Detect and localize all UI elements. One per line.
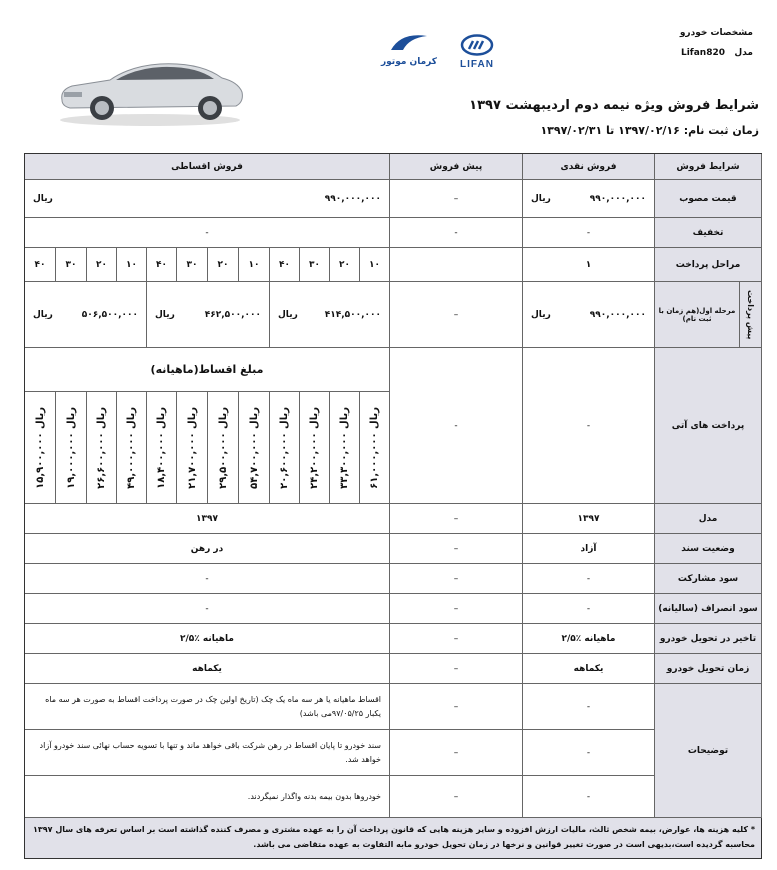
monthly-amount: ۵۴,۷۰۰,۰۰۰ ریال bbox=[239, 392, 270, 504]
stage-percent: ۲۰ bbox=[330, 248, 360, 282]
registration-time: زمان ثبت نام: ۱۳۹۷/۰۲/۱۶ تا ۱۳۹۷/۰۲/۳۱ bbox=[540, 124, 759, 137]
stage-percent: ۱۰ bbox=[117, 248, 147, 282]
pre-future-payments: - bbox=[390, 348, 523, 504]
kerman-motor-logo: کرمان موتور bbox=[378, 30, 440, 72]
pre-payment-stages bbox=[390, 248, 523, 282]
page-title: شرایط فروش ویژه نیمه دوم اردیبهشت ۱۳۹۷ bbox=[469, 98, 759, 113]
pre-first-stage: – bbox=[390, 282, 523, 348]
cash-annual-profit: - bbox=[523, 594, 655, 624]
cash-price-unit: ریال bbox=[531, 193, 551, 204]
header-pre: پیش فروش bbox=[390, 154, 523, 180]
label-payment-stages: مراحل پرداخت bbox=[655, 248, 762, 282]
label-partnership-profit: سود مشارکت bbox=[655, 564, 762, 594]
label-notes: توضیحات bbox=[655, 684, 762, 818]
model-value: Lifan820 bbox=[680, 48, 725, 58]
label-doc-status: وضعیت سند bbox=[655, 534, 762, 564]
monthly-amount: ۲۱,۷۰۰,۰۰۰ ریال bbox=[177, 392, 208, 504]
cash-delivery-time: یکماهه bbox=[523, 654, 655, 684]
sales-terms-table bbox=[24, 153, 762, 859]
label-delivery-delay: تاخیر در تحویل خودرو bbox=[655, 624, 762, 654]
pre-discount: - bbox=[390, 218, 523, 248]
label-down-payment-group: پیش پرداخت bbox=[740, 282, 762, 348]
pre-note: – bbox=[390, 684, 523, 730]
monthly-amount: ۱۵,۹۰۰,۰۰۰ ریال bbox=[25, 392, 56, 504]
cash-delivery-delay: ۲/۵٪ ماهیانه bbox=[523, 624, 655, 654]
monthly-installment-title: مبلغ اقساط(ماهیانه) bbox=[25, 348, 390, 392]
monthly-amount: ۱۹,۰۰۰,۰۰۰ ریال bbox=[56, 392, 87, 504]
pre-partnership-profit: – bbox=[390, 564, 523, 594]
cash-discount: - bbox=[523, 218, 655, 248]
footer-note: * کلیه هزینه ها، عوارض، بیمه شخص ثالث، مالیات ارزش افزوده و سایر هزینه هایی که قانون پرداخت آن را به عهده مشتری و مصرف کننده گذاشته است بر اساس تعرفه های سال ۱۳۹۷ محاسبه گردیده است،بدیهی است در صورت تغییر قوانین و نرخها در زمان تحویل خودرو مابه التفاوت به عهده متقاضی می باشد. bbox=[25, 818, 761, 858]
monthly-amount: ۴۹,۰۰۰,۰۰۰ ریال bbox=[117, 392, 147, 504]
stage-percent: ۴۰ bbox=[147, 248, 177, 282]
cash-model: ۱۳۹۷ bbox=[523, 504, 655, 534]
pre-approved-price: – bbox=[390, 180, 523, 218]
stage-percent: ۱۰ bbox=[360, 248, 390, 282]
monthly-amount: ۲۹,۵۰۰,۰۰۰ ریال bbox=[208, 392, 239, 504]
pre-note: – bbox=[390, 730, 523, 776]
cash-approved-price bbox=[523, 180, 655, 218]
label-future-payments: پرداخت های آتی bbox=[655, 348, 762, 504]
stage-percent: ۳۰ bbox=[177, 248, 208, 282]
inst-doc-status: در رهن bbox=[25, 534, 390, 564]
stage-percent: ۱۰ bbox=[239, 248, 270, 282]
label-approved-price: قیمت مصوب bbox=[655, 180, 762, 218]
inst-first-stage: ریال ۵۰۶,۵۰۰,۰۰۰ bbox=[25, 282, 147, 348]
label-delivery-time: زمان تحویل خودرو bbox=[655, 654, 762, 684]
monthly-amount: ۳۳,۳۰۰,۰۰۰ ریال bbox=[330, 392, 360, 504]
inst-price-value: ۹۹۰,۰۰۰,۰۰۰ bbox=[324, 193, 381, 204]
spec-title: مشخصات خودرو bbox=[679, 28, 753, 38]
pre-delivery-time: – bbox=[390, 654, 523, 684]
cash-note: - bbox=[523, 684, 655, 730]
stage-percent: ۴۰ bbox=[270, 248, 300, 282]
pre-annual-profit: – bbox=[390, 594, 523, 624]
pre-delivery-delay: – bbox=[390, 624, 523, 654]
stage-percent: ۳۰ bbox=[56, 248, 87, 282]
monthly-amount: ۲۶,۶۰۰,۰۰۰ ریال bbox=[87, 392, 117, 504]
lifan-emblem-icon bbox=[460, 34, 494, 56]
monthly-amount: ۱۸,۴۰۰,۰۰۰ ریال bbox=[147, 392, 177, 504]
label-model: مدل bbox=[655, 504, 762, 534]
model-label: مدل bbox=[734, 48, 753, 58]
cash-note: - bbox=[523, 730, 655, 776]
pre-doc-status: – bbox=[390, 534, 523, 564]
inst-note: سند خودرو تا پایان اقساط در رهن شرکت باقی خواهد ماند و تنها با تسویه حساب نهائی سند خودرو آزاد خواهد شد. bbox=[25, 730, 390, 776]
kerman-emblem-icon bbox=[387, 30, 431, 54]
model-row bbox=[643, 48, 753, 58]
monthly-amount: ۲۰,۶۰۰,۰۰۰ ریال bbox=[270, 392, 300, 504]
inst-model: ۱۳۹۷ bbox=[25, 504, 390, 534]
header-sale-terms: شرایط فروش bbox=[655, 154, 762, 180]
inst-note: اقساط ماهیانه یا هر سه ماه یک چک (تاریخ اولین چک در صورت پرداخت اقساط به صورت هر سه ماه یکبار ۹۷/۰۵/۲۵می باشد) bbox=[25, 684, 390, 730]
inst-first-stage: ریال ۴۱۴,۵۰۰,۰۰۰ bbox=[270, 282, 390, 348]
monthly-amount: ۶۱,۰۰۰,۰۰۰ ریال bbox=[360, 392, 390, 504]
lifan-logo: LIFAN bbox=[447, 34, 507, 72]
stage-percent: ۲۰ bbox=[208, 248, 239, 282]
label-annual-profit: سود انصراف (سالیانه) bbox=[655, 594, 762, 624]
inst-discount: - bbox=[25, 218, 390, 248]
cash-doc-status: آزاد bbox=[523, 534, 655, 564]
cash-payment-stages: ۱ bbox=[523, 248, 655, 282]
monthly-amount: ۲۴,۲۰۰,۰۰۰ ریال bbox=[300, 392, 330, 504]
pre-model: – bbox=[390, 504, 523, 534]
inst-annual-profit: - bbox=[25, 594, 390, 624]
pre-note: – bbox=[390, 776, 523, 818]
header-installment: فروش اقساطی bbox=[25, 154, 390, 180]
cash-note: - bbox=[523, 776, 655, 818]
stage-percent: ۳۰ bbox=[300, 248, 330, 282]
cash-partnership-profit: - bbox=[523, 564, 655, 594]
stage-percent: ۲۰ bbox=[87, 248, 117, 282]
inst-note: خودروها بدون بیمه بدنه واگذار نمیگردند. bbox=[25, 776, 390, 818]
cash-future-payments: - bbox=[523, 348, 655, 504]
car-image bbox=[50, 48, 250, 128]
header-cash: فروش نقدی bbox=[523, 154, 655, 180]
inst-price-unit: ریال bbox=[33, 193, 53, 204]
inst-partnership-profit: - bbox=[25, 564, 390, 594]
stage-percent: ۴۰ bbox=[25, 248, 56, 282]
cash-price-value: ۹۹۰,۰۰۰,۰۰۰ bbox=[589, 193, 646, 204]
cash-first-stage: ریال ۹۹۰,۰۰۰,۰۰۰ bbox=[523, 282, 655, 348]
inst-first-stage: ریال ۴۶۲,۵۰۰,۰۰۰ bbox=[147, 282, 270, 348]
inst-approved-price bbox=[25, 180, 390, 218]
inst-delivery-time: یکماهه bbox=[25, 654, 390, 684]
label-discount: تخفیف bbox=[655, 218, 762, 248]
spec-block bbox=[643, 28, 753, 58]
label-first-stage: مرحله اول(هم زمان با ثبت نام) bbox=[655, 282, 740, 348]
inst-delivery-delay: ۲/۵٪ ماهیانه bbox=[25, 624, 390, 654]
